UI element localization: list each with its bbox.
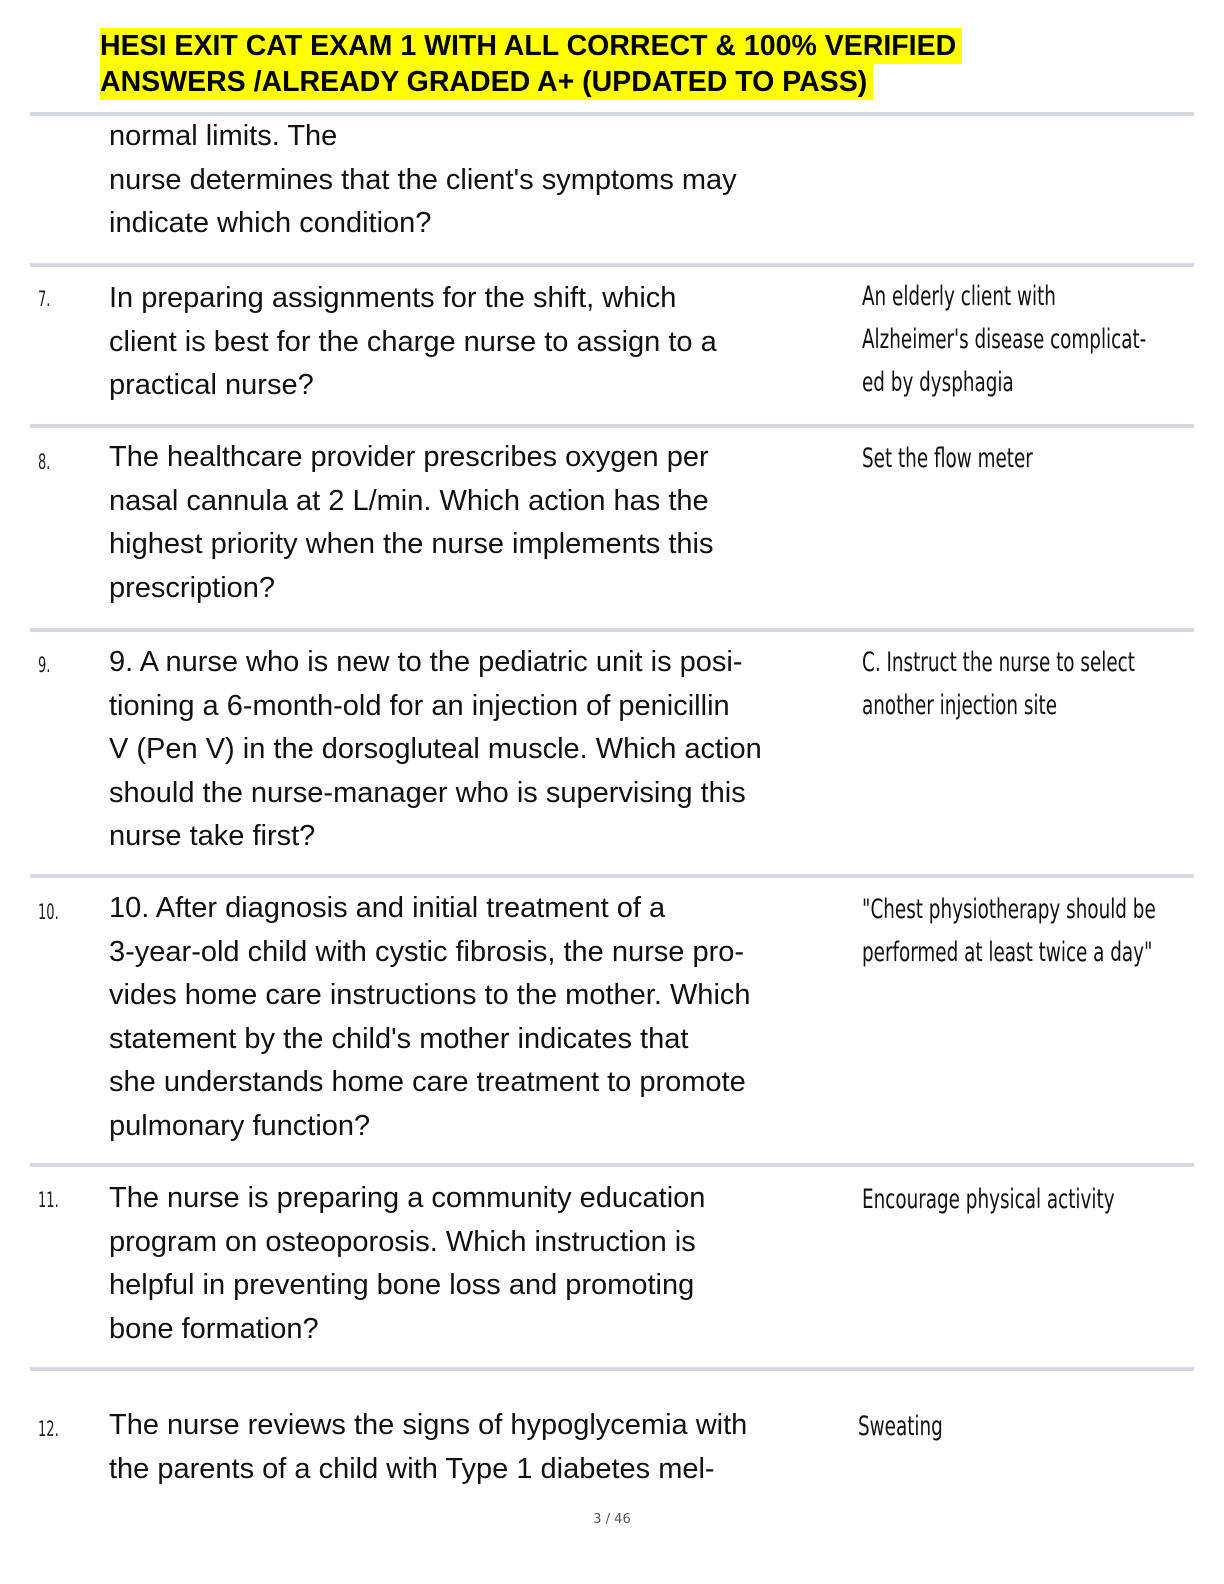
question-line: client is best for the charge nurse to assign to a: [109, 325, 717, 358]
answer-text: [862, 437, 1033, 480]
question-line: 3-year-old child with cystic fibrosis, the nurse pro-: [109, 935, 745, 968]
question-line: 9. A nurse who is new to the pediatric unit is posi-: [109, 646, 743, 678]
answer-line: Encourage physical activity: [862, 1184, 1115, 1215]
question-line: tioning a 6-month-old for an injection of penicillin: [109, 689, 730, 722]
answer-text: [862, 641, 1135, 727]
answer-line: another injection site: [862, 690, 1058, 721]
answer-text: [862, 1178, 1115, 1221]
continued-question: [109, 115, 851, 246]
title-line-1: HESI EXIT CAT EXAM 1 WITH ALL CORRECT & 100% VERIFIED: [100, 28, 962, 64]
question-number: 7.: [38, 287, 51, 311]
question-line: The nurse reviews the signs of hypoglycemia with: [109, 1409, 748, 1441]
answer-text: [862, 888, 1156, 974]
divider: [30, 263, 1194, 267]
question-line: bone formation?: [109, 1312, 319, 1345]
question-line: the parents of a child with Type 1 diabetes mel-: [109, 1452, 715, 1485]
answer-text: [858, 1405, 943, 1448]
question-text: [109, 277, 851, 408]
question-text: [109, 436, 851, 610]
question-line: The healthcare provider prescribes oxygen per: [109, 441, 709, 473]
divider: [30, 1163, 1194, 1167]
question-line: In preparing assignments for the shift, which: [109, 282, 677, 314]
question-line: she understands home care treatment to promote: [109, 1066, 746, 1098]
question-line: statement by the child's mother indicates that: [109, 1022, 689, 1055]
question-line: practical nurse?: [109, 369, 314, 401]
question-line: program on osteoporosis. Which instruction is: [109, 1225, 696, 1258]
question-text: [109, 1404, 851, 1491]
title-line-2: ANSWERS /ALREADY GRADED A+ (UPDATED TO PASS): [100, 64, 873, 100]
page-indicator: 3 / 46: [593, 1512, 631, 1527]
answer-line: Sweating: [858, 1411, 943, 1442]
answer-line: Set the flow meter: [862, 443, 1033, 474]
question-number: 10.: [38, 900, 59, 924]
question-line: should the nurse-manager who is supervising this: [109, 776, 746, 809]
answer-text: [862, 275, 1146, 404]
answer-line: "Chest physiotherapy should be: [862, 894, 1156, 925]
question-line: pulmonary function?: [109, 1109, 371, 1142]
question-number: 9.: [38, 653, 51, 677]
answer-line: performed at least twice a day": [862, 937, 1153, 968]
question-line: helpful in preventing bone loss and promoting: [109, 1269, 695, 1301]
question-number: 8.: [38, 450, 51, 474]
answer-line: Alzheimer's disease complicat-: [862, 324, 1147, 355]
question-line: indicate which condition?: [109, 207, 432, 239]
question-line: The nurse is preparing a community education: [109, 1182, 706, 1214]
question-number: 11.: [38, 1188, 59, 1212]
divider: [30, 874, 1194, 878]
question-line: normal limits. The: [109, 120, 338, 152]
question-text: [109, 1177, 851, 1351]
question-line: prescription?: [109, 571, 276, 604]
question-line: nasal cannula at 2 L/min. Which action has the: [109, 484, 709, 517]
answer-line: An elderly client with: [862, 281, 1056, 312]
question-text: [109, 887, 851, 1148]
answer-line: C. Instruct the nurse to select: [862, 647, 1135, 678]
question-text: [109, 641, 851, 859]
question-line: nurse determines that the client's symptoms may: [109, 163, 737, 196]
question-line: nurse take first?: [109, 820, 316, 852]
question-line: highest priority when the nurse implements this: [109, 528, 714, 560]
document-title: [100, 28, 962, 100]
divider: [30, 1367, 1194, 1371]
question-line: vides home care instructions to the mother. Which: [109, 979, 751, 1011]
divider: [30, 628, 1194, 632]
question-line: 10. After diagnosis and initial treatment of a: [109, 892, 666, 924]
answer-line: ed by dysphagia: [862, 367, 1014, 398]
divider: [30, 424, 1194, 428]
question-line: V (Pen V) in the dorsogluteal muscle. Which action: [109, 733, 762, 765]
question-number: 12.: [38, 1417, 59, 1441]
